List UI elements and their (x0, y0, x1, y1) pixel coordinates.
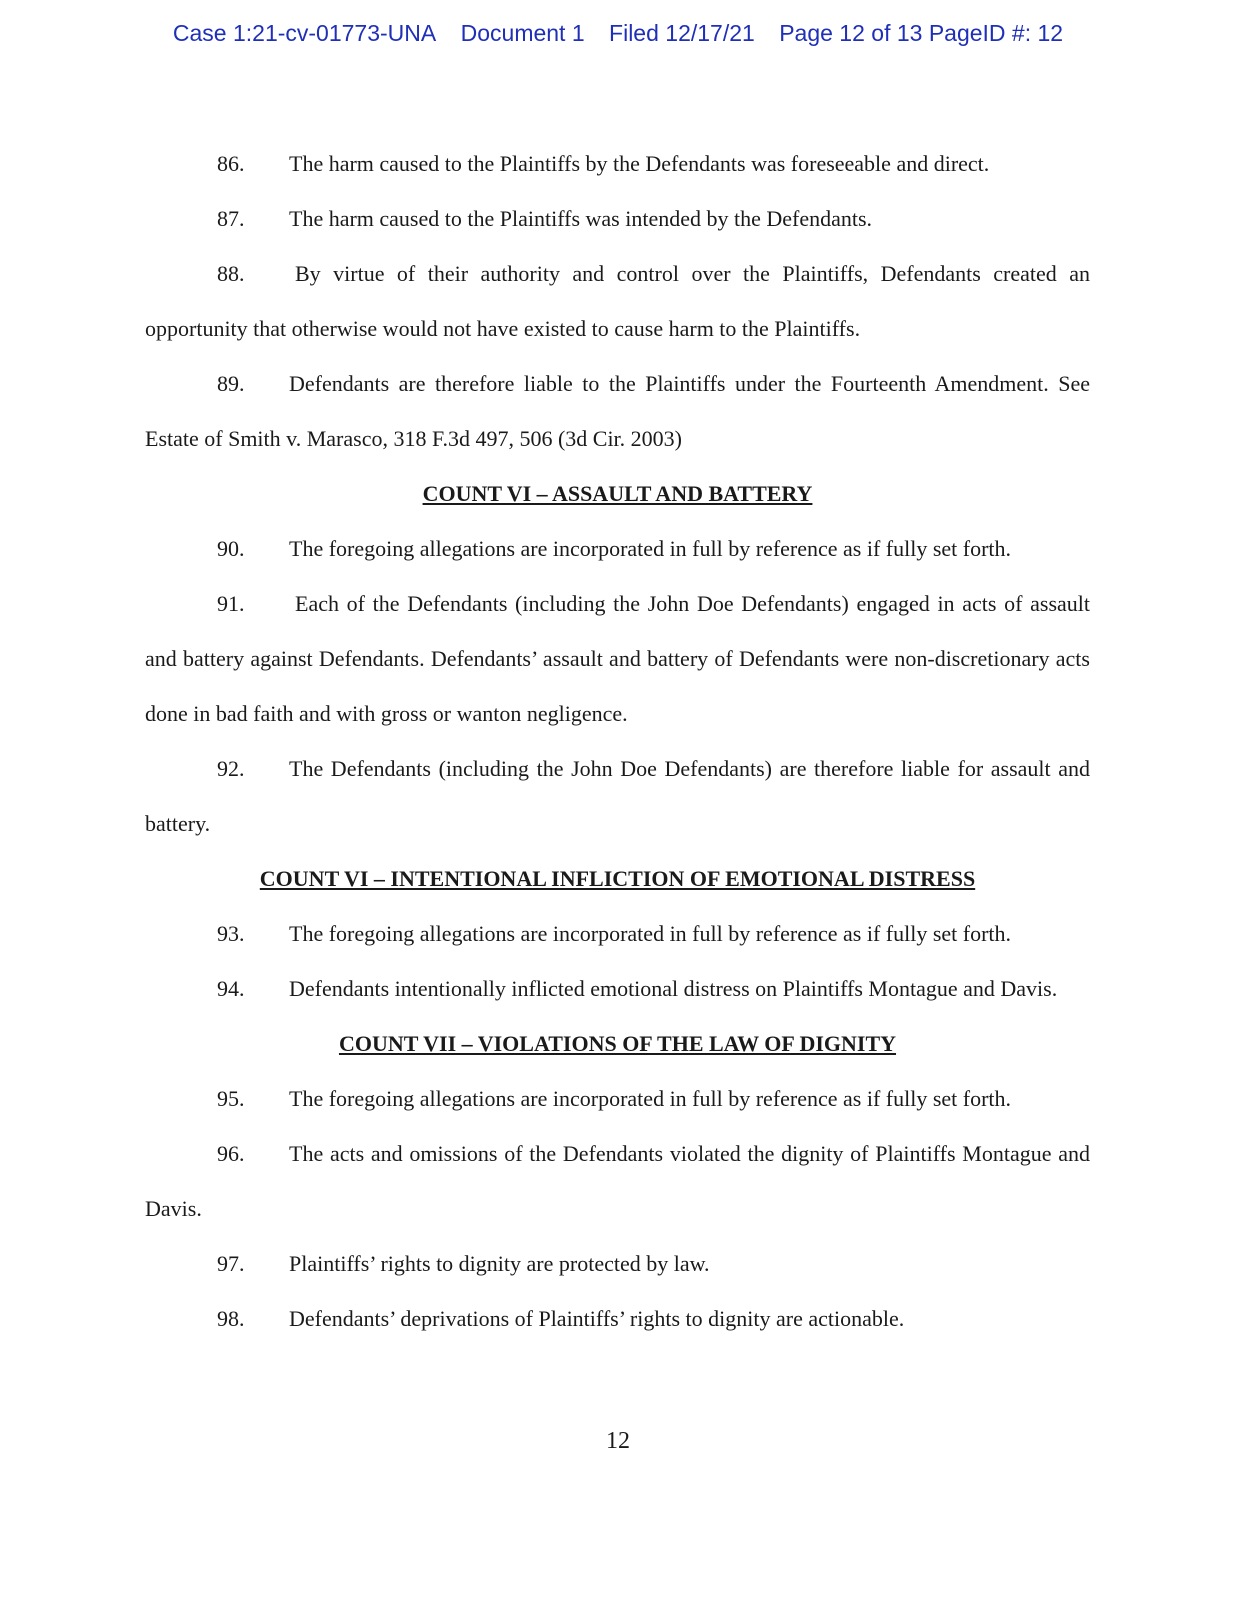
paragraph-text: Each of the Defendants (including the John Doe Defendants) engaged in acts of assault and battery against Defendants. Defendants’ assault and battery of Defendants were non-discretionary acts done in bad faith and with gross or wanton negligence. (145, 591, 1090, 726)
page-number: 12 (606, 1428, 630, 1454)
paragraph-number: 87. (217, 206, 245, 231)
paragraph-96 (145, 1126, 1090, 1236)
paragraph-92 (145, 741, 1090, 851)
paragraph-87 (145, 191, 1090, 246)
paragraph-text: Defendants intentionally inflicted emotional distress on Plaintiffs Montague and Davis. (289, 976, 1058, 1001)
section-heading-count-vi-emotional-distress: COUNT VI – INTENTIONAL INFLICTION OF EMOTIONAL DISTRESS (259, 866, 976, 891)
paragraph-text: Defendants’ deprivations of Plaintiffs’ rights to dignity are actionable. (289, 1306, 905, 1331)
paragraph-91 (145, 576, 1090, 741)
paragraph-95 (145, 1071, 1090, 1126)
paragraph-text: The foregoing allegations are incorporated in full by reference as if fully set forth. (289, 1086, 1012, 1111)
paragraph-text: The foregoing allegations are incorporated in full by reference as if fully set forth. (289, 536, 1012, 561)
document-body (145, 136, 1090, 1346)
paragraph-89 (145, 356, 1090, 466)
paragraph-number: 95. (217, 1086, 245, 1111)
paragraph-text: The acts and omissions of the Defendants violated the dignity of Plaintiffs Montague and Davis. (145, 1141, 1090, 1221)
case-number: Case 1:21-cv-01773-UNA (172, 20, 437, 46)
paragraph-98 (145, 1291, 1090, 1346)
paragraph-text: Plaintiffs’ rights to dignity are protected by law. (289, 1251, 710, 1276)
paragraph-93 (145, 906, 1090, 961)
paragraph-number: 89. (217, 371, 245, 396)
paragraph-number: 96. (217, 1141, 245, 1166)
paragraph-text: The harm caused to the Plaintiffs by the Defendants was foreseeable and direct. (289, 151, 990, 176)
filed-date: Filed 12/17/21 (609, 20, 755, 46)
paragraph-text: The harm caused to the Plaintiffs was intended by the Defendants. (289, 206, 873, 231)
paragraph-text: The foregoing allegations are incorporated in full by reference as if fully set forth. (289, 921, 1012, 946)
paragraph-94 (145, 961, 1090, 1016)
page-info: Page 12 of 13 PageID #: 12 (779, 20, 1064, 46)
section-heading-count-vii: COUNT VII – VIOLATIONS OF THE LAW OF DIGNITY (338, 1031, 897, 1056)
paragraph-number: 94. (217, 976, 245, 1001)
paragraph-text: Defendants are therefore liable to the Plaintiffs under the Fourteenth Amendment. See Estate of Smith v. Marasco, 318 F.3d 497, 506 (3d Cir. 2003) (145, 371, 1090, 451)
paragraph-number: 92. (217, 756, 245, 781)
paragraph-number: 91. (217, 591, 245, 616)
paragraph-number: 97. (217, 1251, 245, 1276)
paragraph-88 (145, 246, 1090, 356)
paragraph-86 (145, 136, 1090, 191)
paragraph-number: 88. (217, 261, 245, 286)
paragraph-97 (145, 1236, 1090, 1291)
paragraph-number: 98. (217, 1306, 245, 1331)
document-number: Document 1 (460, 20, 585, 46)
section-heading-count-vi: COUNT VI – ASSAULT AND BATTERY (422, 481, 813, 506)
paragraph-text: The Defendants (including the John Doe Defendants) are therefore liable for assault and battery. (145, 756, 1090, 836)
paragraph-text: By virtue of their authority and control over the Plaintiffs, Defendants created an opportunity that otherwise would not have existed to cause harm to the Plaintiffs. (145, 261, 1090, 341)
paragraph-number: 93. (217, 921, 245, 946)
paragraph-number: 90. (217, 536, 245, 561)
filing-header (0, 20, 1236, 47)
paragraph-90 (145, 521, 1090, 576)
paragraph-number: 86. (217, 151, 245, 176)
